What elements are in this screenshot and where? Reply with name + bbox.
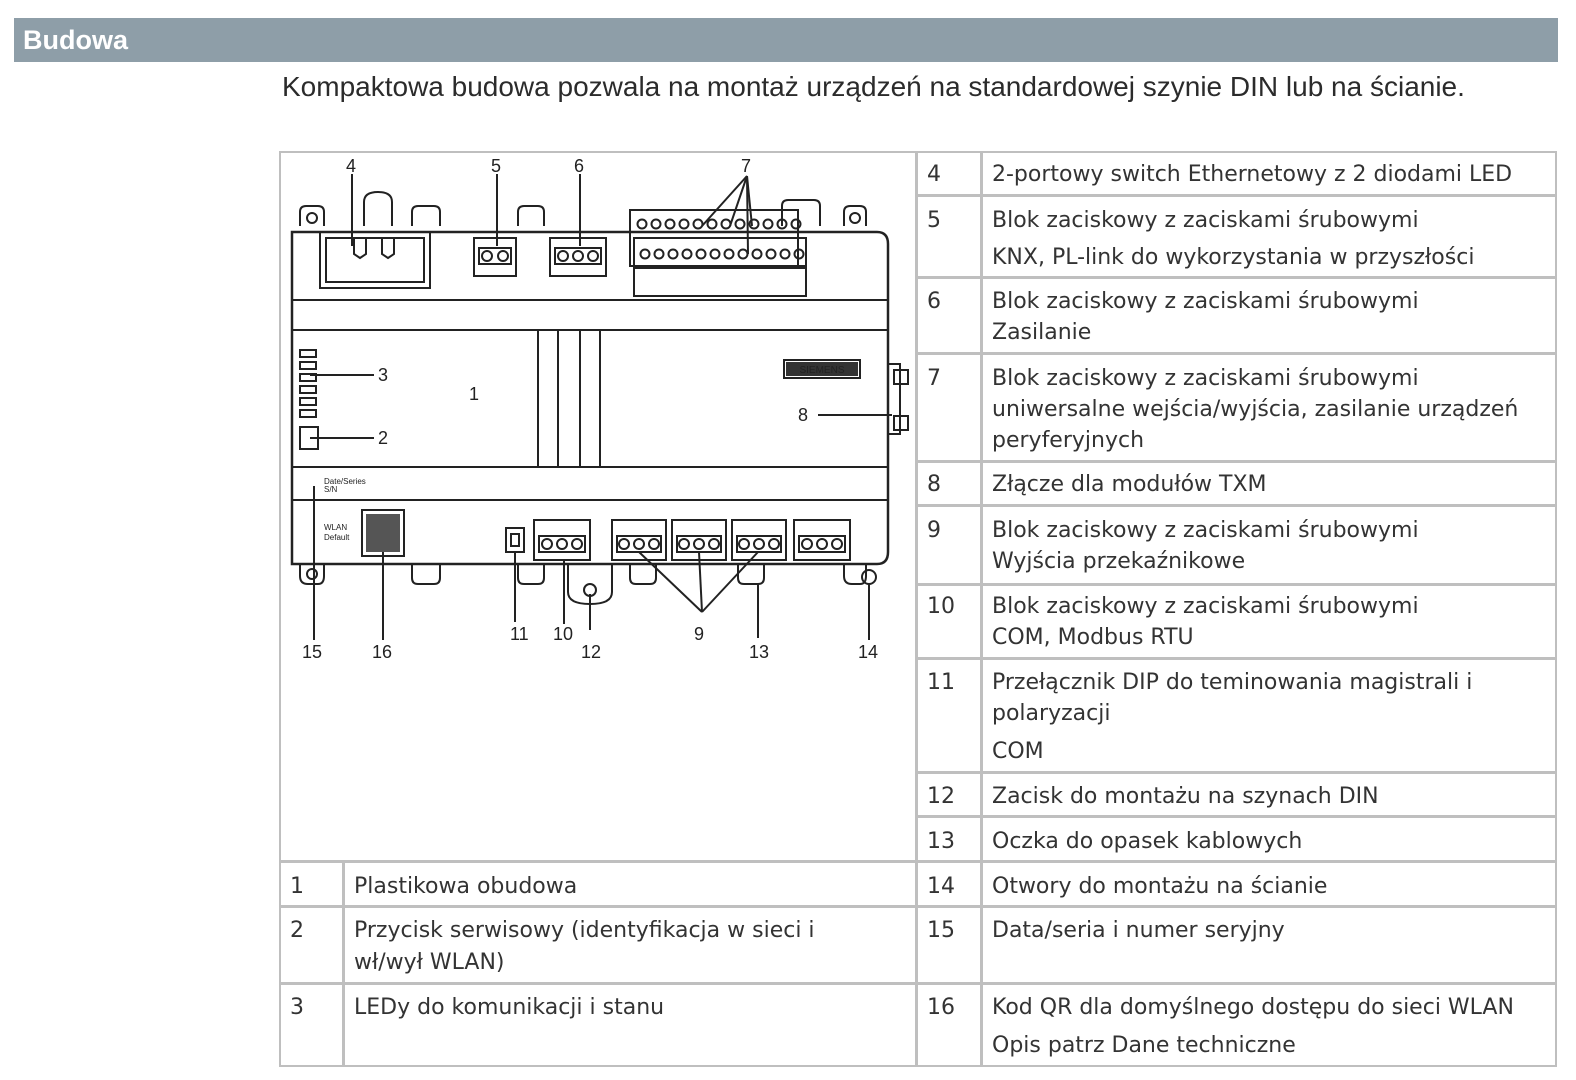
row-description: 2-portowy switch Ethernetowy z 2 diodami LED [992,162,1513,187]
row-number: 7 [927,366,941,391]
row-description: KNX, PL-link do wykorzystania w przyszłości [992,245,1475,270]
callout-2: 2 [378,428,389,448]
row-number: 8 [927,472,941,497]
row-description: uniwersalne wejścia/wyjścia, zasilanie urządzeń [992,397,1519,422]
row-description: Otwory do montażu na ścianie [992,874,1328,899]
row-description: Zacisk do montażu na szynach DIN [992,784,1379,809]
row-description: wł/wył WLAN) [354,950,505,975]
row-description: Wyjścia przekaźnikowe [992,549,1246,574]
row-description: Zasilanie [992,320,1092,345]
row-description: Blok zaciskowy z zaciskami śrubowymi [992,518,1419,543]
row-number: 5 [927,208,941,233]
callout-6: 6 [574,156,585,176]
row-number: 14 [927,874,955,899]
row-line [279,905,1557,908]
row-description: Blok zaciskowy z zaciskami śrubowymi [992,594,1419,619]
row-number: 16 [927,995,955,1020]
row-line [915,276,1557,279]
row-line [915,460,1557,463]
callout-8: 8 [798,405,809,425]
row-line [915,194,1557,197]
row-description: Złącze dla modułów TXM [992,472,1267,497]
row-number: 6 [927,289,941,314]
callout-16: 16 [372,642,393,662]
row-description: Plastikowa obudowa [354,874,578,899]
row-description: Blok zaciskowy z zaciskami śrubowymi [992,208,1419,233]
row-description: Blok zaciskowy z zaciskami śrubowymi [992,289,1419,314]
callout-15: 15 [302,642,323,662]
table-divider-main [915,151,918,1067]
callout-12: 12 [581,642,602,662]
row-line [915,352,1557,355]
row-description: Oczka do opasek kablowych [992,829,1303,854]
row-number: 10 [927,594,955,619]
row-line [915,583,1557,586]
row-number: 12 [927,784,955,809]
row-number: 1 [290,874,304,899]
row-number: 2 [290,918,304,943]
row-description: polaryzacji [992,701,1111,726]
callout-1: 1 [469,384,480,404]
section-title: Budowa [23,25,128,55]
row-line [915,815,1557,818]
row-number: 4 [927,162,941,187]
callout-11: 11 [510,624,529,644]
section-header [14,18,1558,62]
date-series-label: Date/Series [324,477,366,486]
row-line [915,771,1557,774]
sn-label: S/N [324,485,338,494]
row-description: Data/seria i numer seryjny [992,918,1285,943]
row-number: 13 [927,829,955,854]
callout-7: 7 [741,156,752,176]
row-number: 9 [927,518,941,543]
callout-13: 13 [749,642,770,662]
row-description: Kod QR dla domyślnego dostępu do sieci WLAN [992,995,1514,1020]
row-description: COM, Modbus RTU [992,625,1194,650]
callout-3: 3 [378,365,389,385]
callout-10: 10 [553,624,574,644]
row-description: peryferyjnych [992,428,1145,453]
row-description: Opis patrz Dane techniczne [992,1033,1296,1058]
row-line [279,860,1557,863]
row-description: Blok zaciskowy z zaciskami śrubowymi [992,366,1419,391]
row-line [279,982,1557,985]
row-description: Przycisk serwisowy (identyfikacja w sieci i [354,918,815,943]
default-label: Default [324,533,350,542]
callout-14: 14 [858,642,879,662]
wlan-label: WLAN [324,523,348,532]
row-line [915,504,1557,507]
callout-9: 9 [694,624,705,644]
intro-paragraph: Kompaktowa budowa pozwala na montaż urządzeń na standardowej szynie DIN lub na ścianie. [282,71,1465,102]
row-line [915,657,1557,660]
callout-5: 5 [491,156,502,176]
row-number: 11 [927,670,955,695]
table-divider-right-num [980,151,983,1067]
controller-diagram [282,154,914,858]
row-description: Przełącznik DIP do teminowania magistrali i [992,670,1473,695]
row-number: 3 [290,995,304,1020]
siemens-logo: SIEMENS [799,365,845,376]
row-description: COM [992,739,1044,764]
table-divider-left-num [342,861,345,1067]
callout-4: 4 [346,156,357,176]
row-description: LEDy do komunikacji i stanu [354,995,665,1020]
row-number: 15 [927,918,955,943]
